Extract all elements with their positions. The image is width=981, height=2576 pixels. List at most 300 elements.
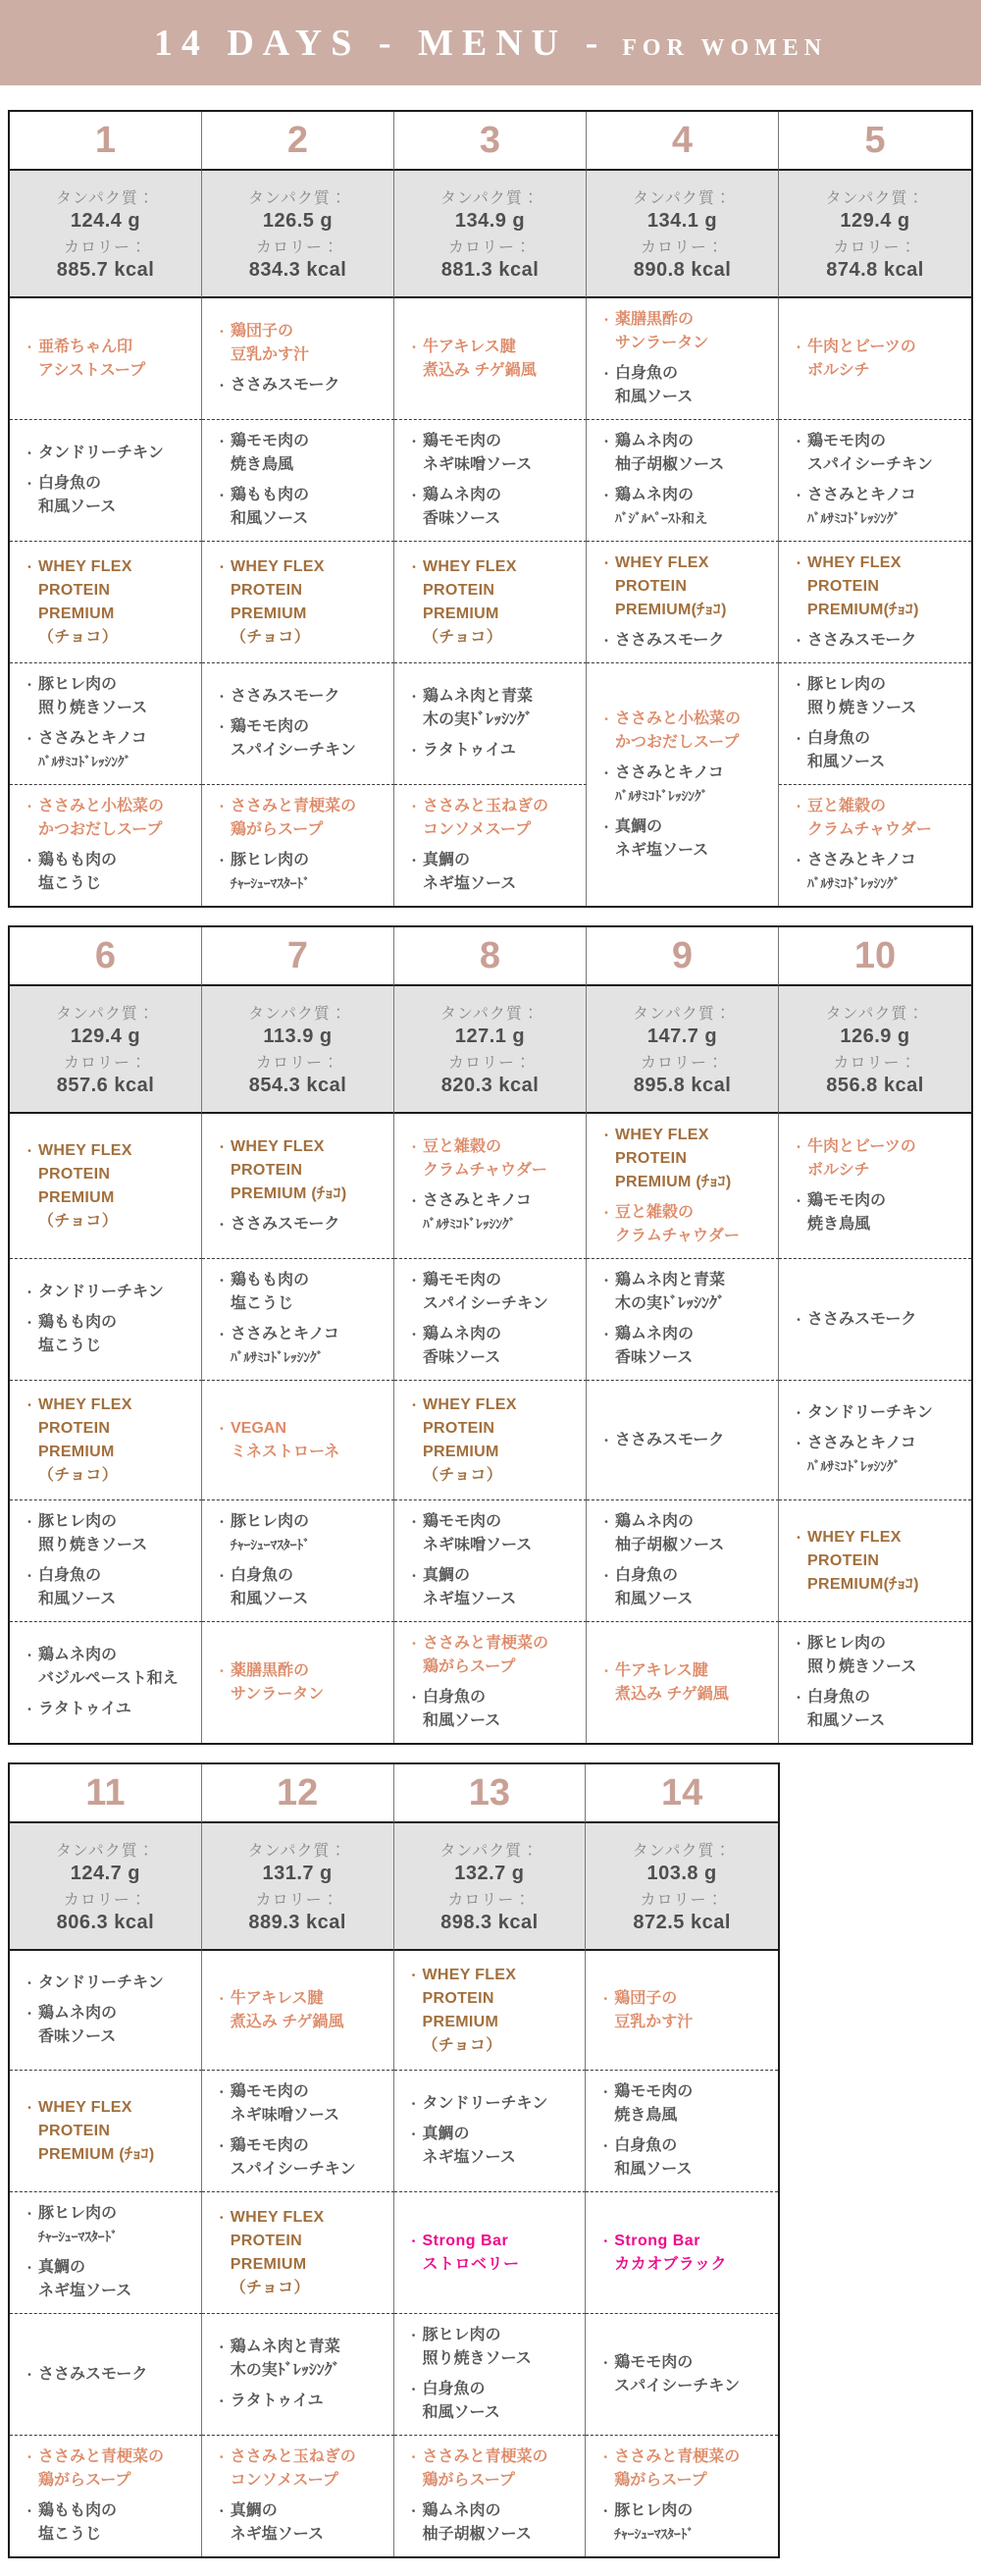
menu-item-text — [423, 2324, 580, 2371]
bullet-icon: ・ — [793, 1530, 805, 1545]
menu-item-line: ﾁｬｰｼｭｰﾏｽﾀｰﾄﾞ — [614, 2527, 695, 2542]
bullet-icon: ・ — [600, 1663, 613, 1678]
menu-item-text — [231, 1323, 387, 1370]
menu-cell — [202, 1381, 394, 1500]
protein-label: タンパク質： — [247, 1843, 347, 1860]
menu-item-line: ささみと青梗菜の — [614, 2448, 741, 2465]
calorie-label: カロリー： — [640, 239, 724, 256]
menu-item-line: 豚ヒレ肉の — [807, 676, 887, 693]
menu-item-text — [615, 362, 772, 409]
menu-item — [408, 1393, 580, 1488]
menu-item-text — [38, 727, 195, 774]
bullet-icon: ・ — [216, 489, 229, 502]
menu-item-line: かつおだしスープ — [615, 733, 740, 751]
day-number: 7 — [286, 934, 309, 976]
menu-item — [24, 1564, 195, 1611]
menu-item-text — [423, 555, 580, 650]
menu-item-line: ささみと小松菜の — [615, 710, 742, 727]
protein-value: 134.9 g — [454, 210, 526, 232]
menu-item-line: ささみとキノコ — [807, 852, 916, 868]
bullet-icon: ・ — [24, 800, 36, 814]
menu-item-line: ネギ塩ソース — [423, 875, 517, 892]
bullet-icon: ・ — [793, 340, 805, 354]
menu-item-line: 鶏モモ肉の — [230, 2083, 309, 2100]
menu-item — [24, 1971, 195, 1995]
menu-cell — [587, 663, 779, 906]
menu-item-line: PROTEIN — [230, 2232, 302, 2249]
menu-item-text — [423, 1632, 580, 1679]
menu-item-line: 塩こうじ — [38, 2526, 102, 2543]
day-cell — [394, 1764, 587, 1823]
menu-item-line: 豆と雑穀の — [423, 1138, 502, 1155]
menu-item-text — [615, 552, 772, 622]
menu-item-text — [38, 1698, 195, 1721]
menu-item — [793, 1401, 965, 1425]
menu-item — [408, 1323, 580, 1370]
menu-item-line: ささみとキノコ — [807, 1435, 916, 1451]
menu-cell — [202, 2436, 394, 2556]
menu-item — [408, 2378, 580, 2425]
menu-item-line: 鶏がらスープ — [231, 821, 324, 838]
bullet-icon: ・ — [408, 489, 421, 502]
menu-item — [793, 1526, 965, 1597]
menu-item-line: ささみとキノコ — [38, 730, 147, 747]
bullet-icon: ・ — [24, 2261, 36, 2275]
menu-item-line: ささみと青梗菜の — [38, 2448, 165, 2465]
menu-item-line: 豚ヒレ肉の — [38, 1513, 118, 1530]
menu-item-text — [423, 2378, 580, 2425]
menu-cell — [202, 1500, 394, 1622]
menu-item — [599, 2230, 772, 2277]
menu-cell — [10, 663, 202, 785]
menu-item-line: 焼き鳥風 — [614, 2107, 678, 2124]
bullet-icon: ・ — [408, 1397, 421, 1412]
menu-item-text — [615, 762, 772, 809]
menu-item-line: 豆乳かす汁 — [614, 2013, 694, 2030]
menu-item-text — [807, 727, 965, 774]
menu-item-text — [38, 849, 195, 896]
menu-tables — [0, 85, 981, 2558]
menu-cell — [202, 2071, 394, 2192]
bullet-icon: ・ — [24, 559, 36, 574]
bullet-icon: ・ — [407, 2097, 420, 2111]
protein-label: タンパク質： — [248, 1006, 347, 1023]
menu-item-line: 薬膳黒酢の — [615, 311, 695, 328]
menu-item — [408, 1686, 580, 1733]
bullet-icon: ・ — [599, 2234, 612, 2248]
menu-item-line: ラタトゥイユ — [423, 742, 516, 759]
menu-item-line: 和風ソース — [807, 754, 886, 770]
bullet-icon: ・ — [24, 2207, 36, 2221]
menu-item-line: PROTEIN — [38, 2122, 111, 2139]
menu-item-line: VEGAN — [231, 1419, 286, 1437]
menu-item-line: 鶏モモ肉の — [230, 2137, 309, 2154]
menu-cell — [394, 2071, 587, 2192]
menu-item-text — [807, 1189, 965, 1236]
calorie-value: 834.3 kcal — [248, 259, 347, 281]
menu-item — [793, 1189, 965, 1236]
menu-item — [793, 629, 965, 653]
menu-cell — [394, 542, 587, 663]
menu-item — [24, 2499, 195, 2547]
menu-item-line: （チョコ） — [38, 1212, 119, 1230]
day-cell — [202, 112, 394, 171]
day-number: 4 — [671, 119, 694, 161]
menu-cell — [586, 2314, 778, 2436]
menu-item-text — [38, 2202, 195, 2249]
menu-item-line: ラタトゥイユ — [38, 1701, 131, 1717]
day-number: 1 — [94, 119, 117, 161]
menu-item-line: 薬膳黒酢の — [231, 1661, 310, 1679]
menu-item-line: 豚ヒレ肉の — [231, 1513, 310, 1530]
menu-item — [408, 2092, 580, 2116]
menu-item — [600, 362, 772, 409]
menu-item — [408, 685, 580, 732]
menu-cell — [394, 785, 587, 906]
menu-item-text — [614, 2230, 772, 2277]
bullet-icon: ・ — [600, 556, 613, 570]
menu-item-line: 鶏もも肉の — [231, 487, 310, 503]
day-cell — [587, 927, 779, 986]
bullet-icon: ・ — [24, 477, 36, 491]
bullet-icon: ・ — [24, 1286, 36, 1299]
menu-cell — [394, 420, 587, 542]
protein-label: タンパク質： — [440, 190, 540, 207]
menu-item-text — [231, 2445, 387, 2493]
bullet-icon: ・ — [408, 1691, 421, 1705]
menu-item-line: スパイシーチキン — [423, 1295, 548, 1312]
menu-item-text — [423, 685, 580, 732]
menu-item-line: WHEY FLEX — [38, 1395, 132, 1413]
day-number: 10 — [853, 934, 897, 976]
menu-item-text — [615, 815, 772, 863]
menu-item-text — [38, 442, 195, 465]
menu-item-line: 木の実ﾄﾞﾚｯｼﾝｸﾞ — [615, 1295, 726, 1312]
menu-item-line: ささみとキノコ — [615, 763, 724, 781]
menu-item-line: 鶏モモ肉の — [423, 1513, 502, 1530]
menu-item-line: 牛アキレス腱 — [615, 1661, 708, 1679]
menu-item-line: PREMIUM(ﾁｮｺ) — [807, 1575, 919, 1593]
menu-item-text — [615, 1124, 772, 1194]
stats-cell — [587, 171, 779, 298]
menu-item-text — [38, 2499, 195, 2547]
menu-item-line: ミネストローネ — [231, 1443, 340, 1460]
menu-item-text — [231, 1213, 387, 1236]
bullet-icon: ・ — [793, 1637, 805, 1651]
bullet-icon: ・ — [793, 435, 805, 448]
menu-item — [24, 2202, 195, 2249]
day-cell — [587, 112, 779, 171]
menu-item-line: 鶏ムネ肉の — [615, 1513, 695, 1530]
page-title-main: 14 DAYS - MENU - — [153, 22, 607, 64]
bullet-icon: ・ — [599, 1991, 612, 2006]
menu-cell — [586, 2071, 778, 2192]
menu-item-text — [807, 336, 965, 383]
menu-item-line: 煮込み チゲ鍋風 — [423, 361, 537, 379]
bullet-icon: ・ — [408, 1328, 421, 1341]
menu-item-text — [423, 1393, 580, 1488]
menu-item-line: 鶏ムネ肉の — [423, 1326, 502, 1342]
menu-cell — [779, 1114, 971, 1259]
menu-cell — [587, 1259, 779, 1381]
menu-item-line: 豚ヒレ肉の — [614, 2502, 694, 2519]
menu-item-line: 和風ソース — [38, 1591, 117, 1607]
menu-item — [599, 2080, 772, 2128]
menu-item-line: 鶏モモ肉の — [614, 2353, 694, 2371]
menu-item-line: 柚子胡椒ソース — [615, 456, 725, 473]
calorie-value: 874.8 kcal — [826, 259, 924, 281]
bullet-icon: ・ — [407, 1968, 420, 1982]
menu-cell — [202, 663, 394, 785]
menu-item-line: PREMIUM (ﾁｮｺ) — [38, 2145, 155, 2163]
menu-item-line: 香味ソース — [615, 1349, 694, 1366]
stats-cell — [202, 171, 394, 298]
menu-item-text — [615, 1269, 772, 1316]
menu-cell — [394, 1951, 587, 2071]
day-number: 8 — [479, 934, 501, 976]
menu-item-text — [423, 2230, 580, 2277]
bullet-icon: ・ — [24, 2504, 36, 2518]
menu-item-line: 和風ソース — [614, 2161, 693, 2178]
menu-item — [24, 1311, 195, 1358]
menu-item-line: ささみスモーク — [615, 632, 725, 649]
menu-item-line: WHEY FLEX — [38, 2098, 132, 2116]
menu-item-line: 牛アキレス腱 — [423, 338, 516, 355]
menu-item — [24, 1139, 195, 1234]
menu-item-line: 真鯛の — [230, 2502, 278, 2519]
menu-item-line: 真鯛の — [38, 2259, 86, 2276]
menu-item-text — [615, 1510, 772, 1557]
menu-item — [216, 320, 387, 367]
menu-item-text — [423, 1510, 580, 1557]
calorie-label: カロリー： — [255, 239, 339, 256]
menu-item — [408, 1135, 580, 1183]
bullet-icon: ・ — [407, 2128, 420, 2141]
menu-item — [793, 1686, 965, 1733]
day-cell — [394, 927, 587, 986]
calorie-label: カロリー： — [640, 1892, 724, 1909]
menu-item-line: 木の実ﾄﾞﾚｯｼﾝｸﾞ — [423, 711, 534, 728]
menu-item-line: 亜希ちゃん印 — [38, 338, 133, 355]
menu-item-text — [231, 1564, 387, 1611]
bullet-icon: ・ — [24, 854, 36, 867]
bullet-icon: ・ — [215, 2210, 229, 2225]
protein-label: タンパク質： — [825, 1006, 925, 1023]
menu-item-line: 鶏モモ肉の — [807, 433, 887, 449]
bullet-icon: ・ — [24, 1316, 36, 1330]
menu-item-text — [38, 795, 195, 842]
menu-item — [793, 795, 965, 842]
menu-item — [216, 1417, 387, 1464]
menu-item-line: （チョコ） — [423, 628, 503, 646]
menu-item — [216, 1135, 387, 1206]
menu-item-text — [615, 629, 772, 653]
menu-item-line: 照り焼きソース — [807, 1658, 917, 1675]
menu-item — [408, 1269, 580, 1316]
menu-item — [408, 2324, 580, 2371]
protein-value: 129.4 g — [840, 210, 910, 232]
menu-item-line: PREMIUM — [38, 605, 115, 622]
menu-item-text — [807, 1526, 965, 1597]
bullet-icon: ・ — [408, 559, 421, 574]
menu-item — [216, 555, 387, 650]
menu-item — [24, 673, 195, 720]
menu-item-line: PROTEIN — [615, 1150, 688, 1167]
bullet-icon: ・ — [216, 1569, 229, 1583]
menu-item-line: ささみスモーク — [807, 632, 917, 649]
menu-item — [600, 1201, 772, 1248]
bullet-icon: ・ — [793, 556, 805, 570]
menu-item — [600, 1269, 772, 1316]
menu-item-line: ささみと青梗菜の — [422, 2448, 548, 2465]
menu-item-line: 鶏もも肉の — [38, 2502, 118, 2519]
bullet-icon: ・ — [215, 2085, 228, 2099]
calorie-value: 890.8 kcal — [633, 259, 732, 281]
protein-label: タンパク質： — [55, 1843, 155, 1860]
menu-cell — [202, 298, 394, 420]
menu-item-line: WHEY FLEX — [807, 554, 902, 571]
calorie-label: カロリー： — [640, 1055, 724, 1072]
menu-cell — [587, 542, 779, 663]
menu-item-line: バジルペースト和え — [38, 1670, 179, 1687]
menu-item-line: 鶏ムネ肉と青菜 — [423, 688, 534, 705]
bullet-icon: ・ — [599, 2355, 612, 2370]
menu-item — [600, 762, 772, 809]
menu-item-line: WHEY FLEX — [423, 1395, 517, 1413]
menu-item — [216, 1323, 387, 1370]
menu-item-text — [615, 1323, 772, 1370]
calorie-label: カロリー： — [255, 1055, 339, 1072]
menu-item-line: 白身魚の — [807, 730, 871, 747]
calorie-label: カロリー： — [63, 239, 147, 256]
menu-cell — [779, 1381, 971, 1500]
stats-cell — [10, 171, 202, 298]
bullet-icon: ・ — [24, 1569, 36, 1583]
menu-item-line: ネギ塩ソース — [615, 841, 709, 859]
menu-item-text — [615, 484, 772, 531]
calorie-value: 856.8 kcal — [826, 1075, 924, 1096]
menu-item-line: ネギ味噌ソース — [423, 456, 533, 473]
bullet-icon: ・ — [600, 367, 613, 381]
menu-item-line: 鶏モモ肉の — [614, 2083, 694, 2100]
protein-label: タンパク質： — [632, 1843, 732, 1860]
menu-item-line: 和風ソース — [38, 499, 117, 515]
menu-item-text — [423, 1564, 580, 1611]
menu-item — [216, 2134, 387, 2182]
stats-cell — [394, 986, 587, 1114]
bullet-icon: ・ — [600, 1274, 613, 1288]
menu-item — [216, 685, 387, 709]
menu-cell — [10, 1622, 202, 1743]
menu-item-text — [615, 1429, 772, 1452]
protein-value: 113.9 g — [263, 1025, 333, 1047]
menu-item-line: 煮込み チゲ鍋風 — [230, 2013, 344, 2030]
menu-item — [216, 2080, 387, 2128]
menu-item-line: スパイシーチキン — [807, 456, 933, 473]
menu-item — [216, 849, 387, 896]
bullet-icon: ・ — [408, 1515, 421, 1529]
menu-item-line: サンラータン — [615, 335, 709, 351]
bullet-icon: ・ — [793, 678, 805, 692]
stats-cell — [587, 986, 779, 1114]
menu-item — [24, 727, 195, 774]
bullet-icon: ・ — [793, 634, 805, 648]
protein-label: タンパク質： — [56, 190, 155, 207]
menu-item — [24, 795, 195, 842]
bullet-icon: ・ — [215, 2394, 228, 2408]
menu-item — [793, 1632, 965, 1679]
menu-item-text — [38, 1281, 195, 1304]
menu-item-line: ささみとキノコ — [231, 1326, 339, 1342]
bullet-icon: ・ — [793, 1691, 805, 1705]
menu-item — [408, 2123, 580, 2170]
day-number: 12 — [276, 1771, 319, 1814]
menu-item-text — [614, 2499, 772, 2547]
menu-item-text — [38, 1311, 195, 1358]
day-cell — [10, 1764, 202, 1823]
menu-item — [24, 442, 195, 465]
menu-item-text — [423, 795, 580, 842]
menu-cell — [10, 298, 202, 420]
page-header — [0, 0, 981, 85]
menu-item — [599, 2445, 772, 2493]
menu-item-line: 鶏ムネ肉の — [615, 1326, 695, 1342]
menu-item-line: コンソメスープ — [423, 821, 532, 838]
menu-item-line: 和風ソース — [807, 1712, 886, 1729]
calorie-value: 854.3 kcal — [248, 1075, 347, 1096]
page-title — [154, 22, 827, 65]
day-number: 14 — [660, 1771, 703, 1814]
stats-cell — [10, 1823, 202, 1951]
menu-item-text — [423, 1323, 580, 1370]
menu-cell — [394, 1500, 587, 1622]
menu-cell — [202, 2192, 394, 2314]
menu-cell — [394, 663, 587, 785]
bullet-icon: ・ — [24, 2450, 36, 2464]
menu-item-text — [231, 1987, 387, 2034]
menu-item-line: （チョコ） — [38, 628, 119, 646]
menu-item-text — [38, 2363, 195, 2387]
bullet-icon: ・ — [216, 1140, 229, 1154]
bullet-icon: ・ — [408, 690, 421, 704]
menu-item-text — [615, 308, 772, 355]
menu-item-text — [231, 1659, 387, 1707]
menu-item-text — [38, 1971, 195, 1995]
bullet-icon: ・ — [216, 800, 229, 814]
menu-item-line: PROTEIN — [423, 581, 495, 599]
menu-item-line: ささみスモーク — [231, 688, 340, 705]
bullet-icon: ・ — [215, 2450, 228, 2464]
bullet-icon: ・ — [408, 435, 421, 448]
menu-cell — [779, 663, 971, 785]
menu-item-line: WHEY FLEX — [422, 1966, 517, 1983]
menu-item-text — [231, 2080, 387, 2128]
menu-item-line: 白身魚の — [807, 1689, 871, 1706]
menu-item-line: PROTEIN — [807, 578, 880, 595]
menu-table-days-1-5 — [8, 110, 973, 908]
menu-cell — [586, 1951, 778, 2071]
menu-cell — [10, 1500, 202, 1622]
menu-cell — [779, 298, 971, 420]
day-number: 11 — [85, 1771, 126, 1814]
bullet-icon: ・ — [793, 1140, 805, 1154]
menu-item-text — [807, 849, 965, 896]
menu-item — [793, 727, 965, 774]
menu-item — [408, 1964, 580, 2058]
menu-item — [24, 1281, 195, 1304]
menu-item-text — [615, 708, 772, 755]
bullet-icon: ・ — [407, 2450, 420, 2464]
